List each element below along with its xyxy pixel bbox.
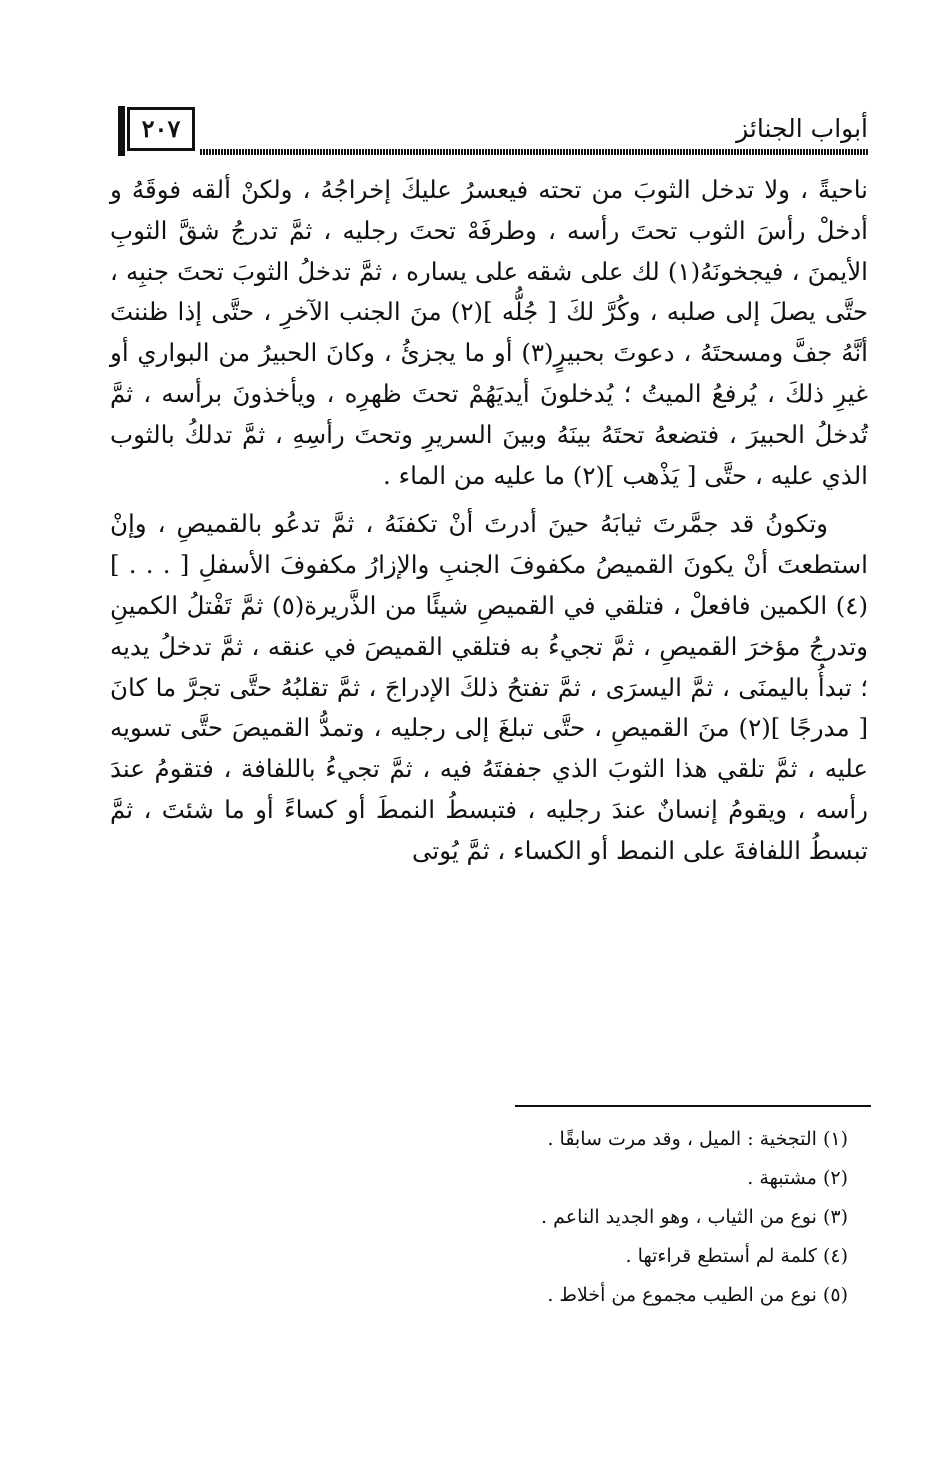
footnote-4: (٤) كلمة لم أستطع قراءتها . (625, 1245, 848, 1267)
footnotes (300, 1120, 848, 1315)
footnote-2: (٢) مشتبهة . (747, 1167, 848, 1189)
footnote-separator (515, 1105, 871, 1107)
running-header-title: أبواب الجنائز (736, 114, 868, 143)
footnote-3: (٣) نوع من الثياب ، وهو الجديد الناعم . (541, 1206, 848, 1228)
paragraph-2: وتكونُ قد جمَّرتَ ثيابَهُ حينَ أدرتَ أنْ تكفنَهُ ، ثمَّ تدعُو بالقميصِ ، وإنْ استطعتَ أنْ يكونَ القميصُ مكفوفَ الجنبِ والإزارُ مكفوفَ الأسفلِ [ . . . ](٤) الكمين فافعلْ ، فتلقي في القميصِ شيئًا من الذَّريرة(٥) ثمَّ تَفْتلُ الكمينِ وتدرجُ مؤخرَ القميصِ ، ثمَّ تجيءُ به فتلقي القميصَ في عنقه ، ثمَّ تدخلُ يديه ؛ تبدأُ باليمنَى ، ثمَّ اليسرَى ، ثمَّ تفتحُ ذلكَ الإدراجَ ، ثمَّ تقلبُهُ حتَّى تجرَّ ما كانَ [ مدرجًا ](٢) منَ القميصِ ، حتَّى تبلغَ إلى رجليه ، وتمدُّ القميصَ حتَّى تسويه عليه ، ثمَّ تلقي هذا الثوبَ الذي جففتَهُ فيه ، ثمَّ تجيءُ باللفافة ، فتقومُ عندَ رأسه ، ويقومُ إنسانٌ عندَ رجليه ، فتبسطُ النمطَ أو كساءً أو ما شئتَ ، ثمَّ تبسطُ اللفافةَ على النمط أو الكساء ، ثمَّ يُوتى (110, 509, 869, 865)
paragraph-1: ناحيةً ، ولا تدخل الثوبَ من تحته فيعسرُ عليكَ إخراجُهُ ، ولكنْ ألقه فوقَهُ و أدخلْ رأسَ الثوب تحتَ رأسه ، وطرفَهْ تحتَ رجليه ، ثمَّ تدرجُ شقَّ الثوبِ الأيمنَ ، فيجخونَهُ(١) لك على شقه على يساره ، ثمَّ تدخلُ الثوبَ تحتَ جنبِه ، حتَّى يصلَ إلى صلبه ، وكُرَّ لكَ [ جُلُّه ](٢) منَ الجنب الآخرِ ، حتَّى إذا ظننتَ أنَّهُ جفَّ ومسحتَهُ ، دعوتَ بحبيرٍ(٣) أو ما يجزئُ ، وكانَ الحبيرُ من البواري أو غيرِ ذلكَ ، يُرفعُ الميتُ ؛ يُدخلونَ أيديَهُمْ تحتَ ظهرِه ، ويأخذونَ برأسه ، ثمَّ تُدخلُ الحبيرَ ، فتضعهُ تحتَهُ بينَهُ وبينَ السريرِ وتحتَ رأسِهِ ، ثمَّ تدلكُ بالثوب الذي عليه ، حتَّى [ يَذْهب ](٢) ما عليه من الماء . (110, 175, 868, 490)
footnote-5: (٥) نوع من الطيب مجموع من أخلاط . (547, 1284, 848, 1306)
main-text (110, 170, 868, 872)
footnote-1: (١) التجخية : الميل ، وقد مرت سابقًا . (547, 1128, 848, 1150)
header-rule (200, 149, 868, 155)
page-number: ٢٠٧ (127, 107, 195, 151)
